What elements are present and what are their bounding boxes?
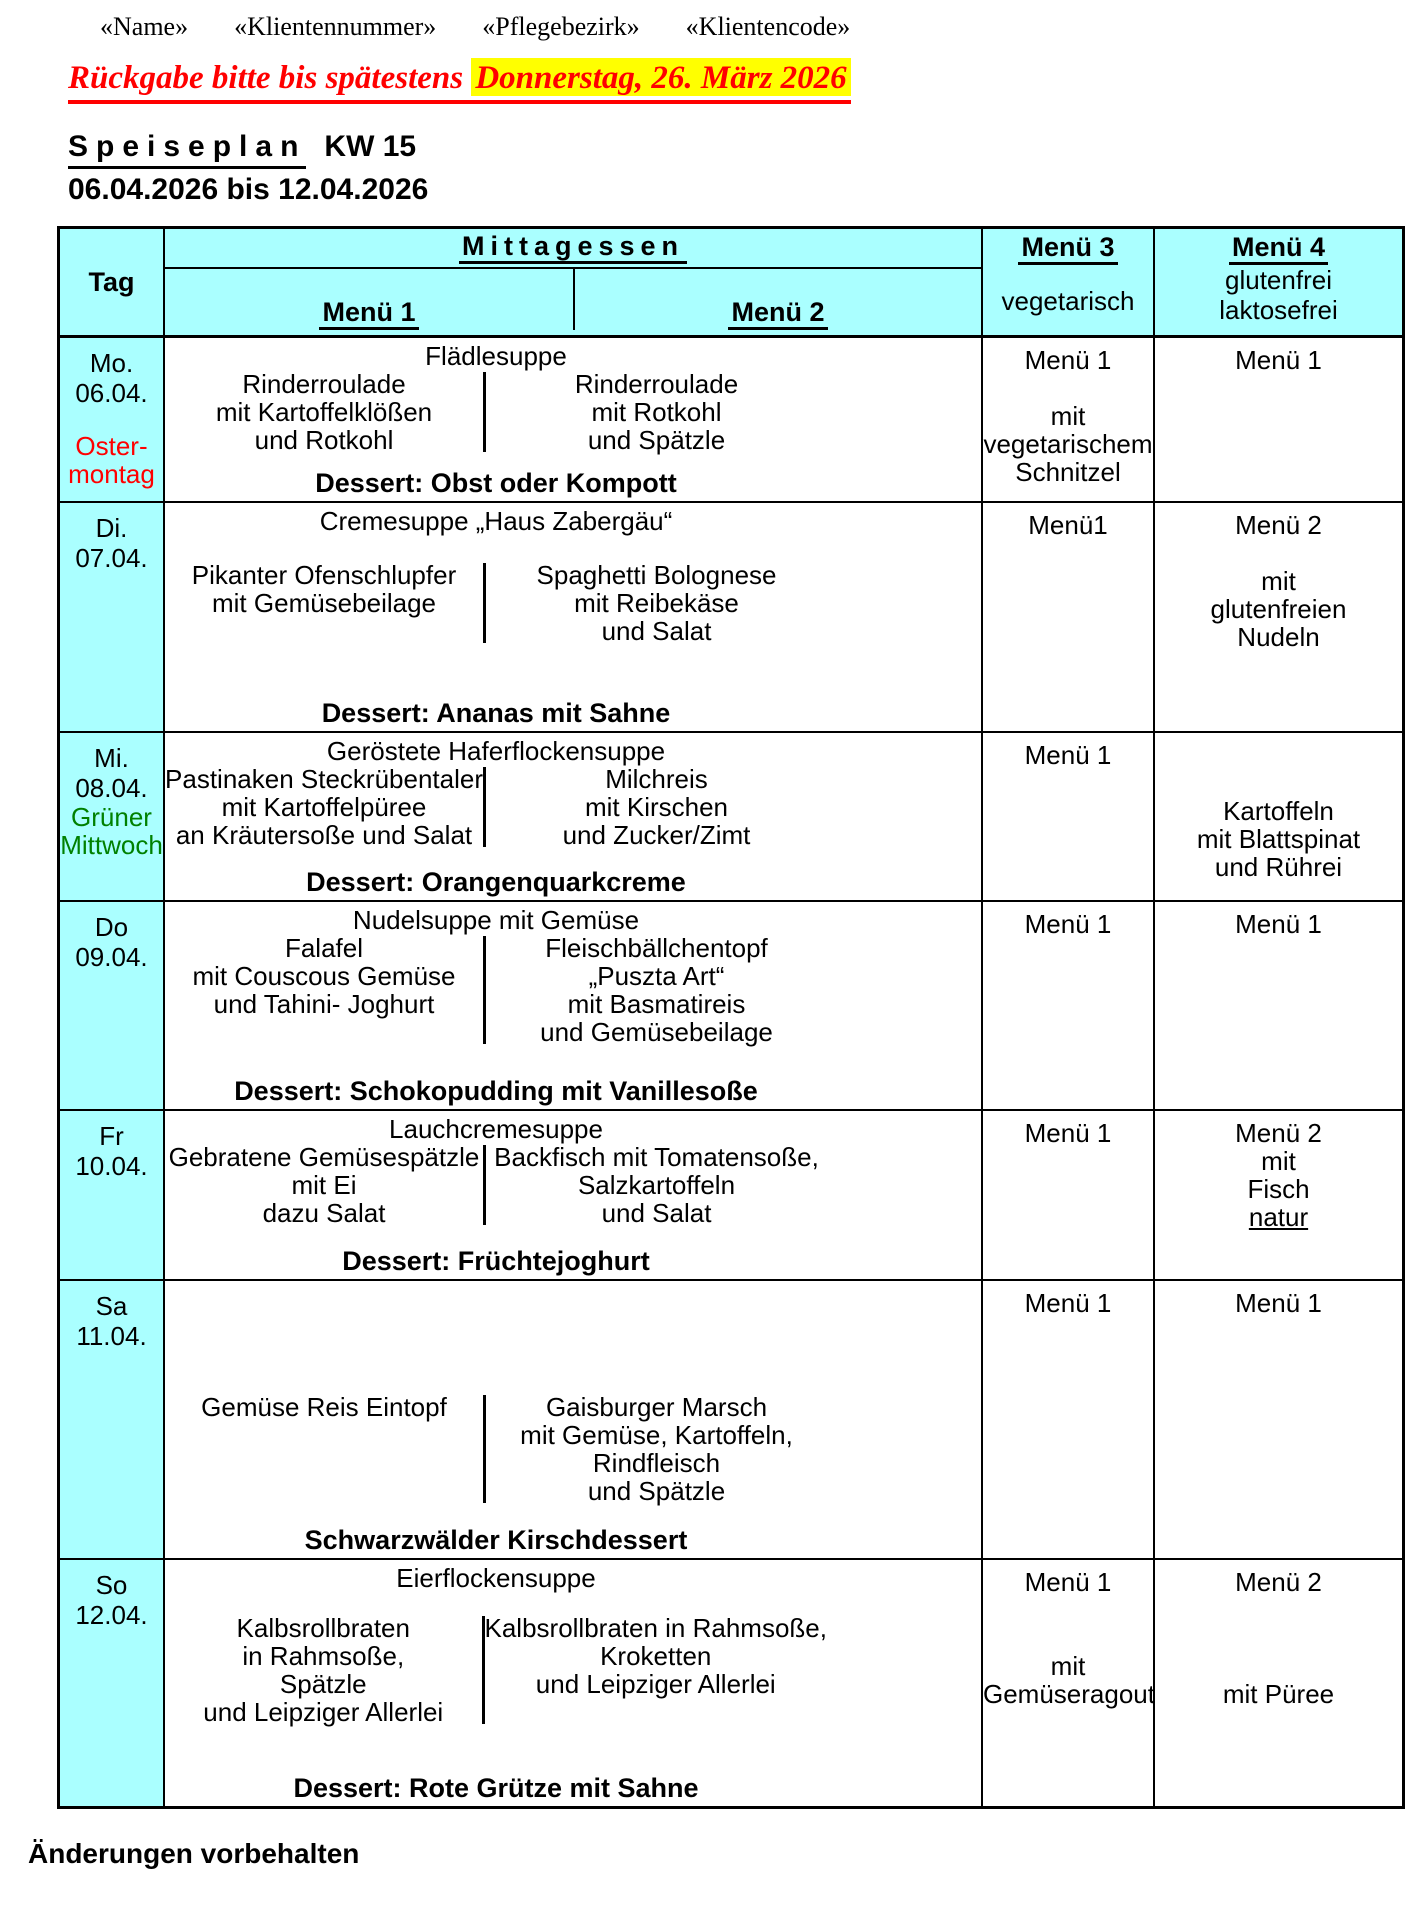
menu1-lines: Pastinaken Steckrübentaler mit Kartoffelpüree an Kräutersoße und Salat	[165, 764, 483, 850]
soup-line: Geröstete Haferflockensuppe	[326, 736, 666, 766]
menu3-cell: Menü 1	[981, 1281, 1153, 1558]
menu3-cell: Menü 1	[981, 1111, 1153, 1279]
mittag-cell	[163, 503, 981, 731]
menu1-lines: Rinderroulade mit Kartoffelklößen und Rotkohl	[215, 369, 433, 455]
dessert-line: Schwarzwälder Kirschdessert	[304, 1525, 688, 1555]
merge-fields	[0, 0, 1410, 42]
header-mittagessen: Mittagessen	[165, 229, 981, 269]
table-row	[60, 338, 1402, 501]
day-abbrev: Mo.	[89, 348, 134, 378]
header-tag: Tag	[88, 267, 135, 297]
menu3-cell: Menü 1	[981, 902, 1153, 1109]
menu2-lines: Kalbsrollbraten in Rahmsoße, Kroketten und Leipziger Allerlei	[484, 1613, 827, 1699]
day-abbrev: So	[95, 1570, 128, 1600]
mittag-cell	[163, 1281, 981, 1558]
dessert-line: Dessert: Früchtejoghurt	[342, 1246, 650, 1276]
day-abbrev: Di.	[95, 513, 128, 543]
table-row	[60, 731, 1402, 900]
day-date: 09.04.	[75, 942, 148, 972]
soup-line: Flädlesuppe	[425, 341, 567, 371]
day-date: 11.04.	[76, 1321, 147, 1351]
day-cell	[60, 1281, 163, 1558]
header-menu1: Menü 1	[165, 298, 573, 330]
dessert-line: Dessert: Obst oder Kompott	[315, 468, 677, 498]
table-row	[60, 1558, 1402, 1806]
menu4-cell: Menü 1	[1153, 1281, 1402, 1558]
dessert-line: Dessert: Schokopudding mit Vanillesoße	[234, 1076, 758, 1106]
soup-line: Cremesuppe „Haus Zabergäu“	[319, 506, 673, 536]
table-row	[60, 501, 1402, 731]
table-row	[60, 900, 1402, 1109]
dessert-line: Dessert: Orangenquarkcreme	[306, 867, 686, 897]
date-range: 06.04.2026 bis 12.04.2026	[68, 173, 429, 206]
menu4-cell: Menü 2 mit Fisch natur	[1153, 1111, 1402, 1279]
day-cell	[60, 902, 163, 1109]
day-date: 08.04.	[75, 773, 148, 803]
menu4-cell: Menü 1	[1153, 902, 1402, 1109]
day-cell	[60, 1560, 163, 1806]
header-mittagessen-group	[163, 229, 981, 335]
mittag-cell	[163, 338, 981, 501]
header-menu4-subtitle1: glutenfrei	[1225, 265, 1332, 295]
table-row	[60, 1109, 1402, 1279]
merge-field: «Name»	[100, 12, 189, 41]
menu2-lines: Backfisch mit Tomatensoße, Salzkartoffeln und Salat	[494, 1142, 819, 1228]
soup-line: Eierflockensuppe	[396, 1563, 596, 1593]
table-row	[60, 1279, 1402, 1558]
header-menu4-subtitle2: laktosefrei	[1219, 295, 1338, 325]
day-date: 10.04.	[75, 1151, 148, 1181]
header-menu4: Menü 4 glutenfrei laktosefrei	[1153, 229, 1402, 335]
dessert-line: Dessert: Ananas mit Sahne	[321, 698, 671, 728]
day-note: Oster- montag	[68, 431, 155, 489]
plan-title: Speiseplan	[68, 130, 306, 169]
return-notice-prefix: Rückgabe bitte bis spätestens	[68, 60, 472, 96]
menu3-cell: Menü 1	[981, 733, 1153, 900]
menu2-lines: Milchreis mit Kirschen und Zucker/Zimt	[562, 764, 751, 850]
menu2-lines: Spaghetti Bolognese mit Reibekäse und Salat	[536, 560, 777, 646]
day-abbrev: Sa	[95, 1291, 128, 1321]
table-body	[60, 338, 1402, 1806]
header-menu2: Menü 2	[573, 269, 981, 330]
table-header	[60, 229, 1402, 338]
menu1-lines: Gemüse Reis Eintopf	[201, 1392, 447, 1422]
menu1-lines: Falafel mit Couscous Gemüse und Tahini- Joghurt	[192, 933, 456, 1019]
menu3-cell: Menü 1 mit vegetarischem Schnitzel	[981, 338, 1153, 501]
day-date: 07.04.	[75, 543, 148, 573]
mittag-cell	[163, 733, 981, 900]
merge-field: «Klientennummer»	[234, 12, 437, 41]
menu4-cell: Menü 2 mit Püree	[1153, 1560, 1402, 1806]
plan-title-row	[68, 130, 1410, 169]
day-abbrev: Fr	[99, 1121, 124, 1151]
day-date: 12.04.	[75, 1600, 148, 1630]
soup-line: Lauchcremesuppe	[389, 1114, 603, 1144]
day-abbrev: Mi.	[94, 743, 129, 773]
menu4-cell: Menü 1	[1153, 338, 1402, 501]
menu3-cell: Menü1	[981, 503, 1153, 731]
calendar-week: KW 15	[324, 130, 417, 163]
day-cell	[60, 733, 163, 900]
mittag-cell	[163, 1111, 981, 1279]
dessert-line: Dessert: Rote Grütze mit Sahne	[293, 1773, 699, 1803]
menu3-cell: Menü 1 mit Gemüseragout	[981, 1560, 1153, 1806]
menu1-lines: Gebratene Gemüsespätzle mit Ei dazu Salat	[168, 1142, 480, 1228]
menu1-lines: Kalbsrollbraten in Rahmsoße, Spätzle und Leipziger Allerlei	[203, 1613, 444, 1727]
mittag-cell	[163, 1560, 981, 1806]
header-menu3: Menü 3 vegetarisch	[981, 229, 1153, 335]
menu2-lines: Rinderroulade mit Rotkohl und Spätzle	[574, 369, 739, 455]
return-notice-text	[68, 60, 851, 104]
day-cell	[60, 1111, 163, 1279]
soup-line: Nudelsuppe mit Gemüse	[352, 905, 640, 935]
menu4-cell: Kartoffeln mit Blattspinat und Rührei	[1153, 733, 1402, 900]
return-notice	[68, 60, 1410, 104]
merge-field: «Klientencode»	[685, 12, 851, 41]
footer-note: Änderungen vorbehalten	[28, 1838, 360, 1869]
menu4-cell: Menü 2 mit glutenfreien Nudeln	[1153, 503, 1402, 731]
menu2-lines: Gaisburger Marsch mit Gemüse, Kartoffeln, Rindfleisch und Spätzle	[520, 1392, 793, 1506]
day-note: Grüner Mittwoch	[60, 802, 163, 860]
day-cell	[60, 503, 163, 731]
meal-table	[57, 226, 1405, 1809]
menu1-lines: Pikanter Ofenschlupfer mit Gemüsebeilage	[191, 560, 457, 618]
mittag-cell	[163, 902, 981, 1109]
day-cell	[60, 338, 163, 501]
menu2-lines: Fleischbällchentopf „Puszta Art“ mit Basmatireis und Gemüsebeilage	[540, 933, 773, 1047]
day-date: 06.04.	[75, 378, 148, 408]
header-menu-subrow	[165, 269, 981, 335]
return-deadline-highlight: Donnerstag, 26. März 2026	[471, 58, 850, 96]
header-menu3-subtitle: vegetarisch	[1001, 286, 1135, 316]
day-abbrev: Do	[94, 912, 129, 942]
merge-field: «Pflegebezirk»	[482, 12, 640, 41]
soup-line	[165, 1285, 827, 1313]
